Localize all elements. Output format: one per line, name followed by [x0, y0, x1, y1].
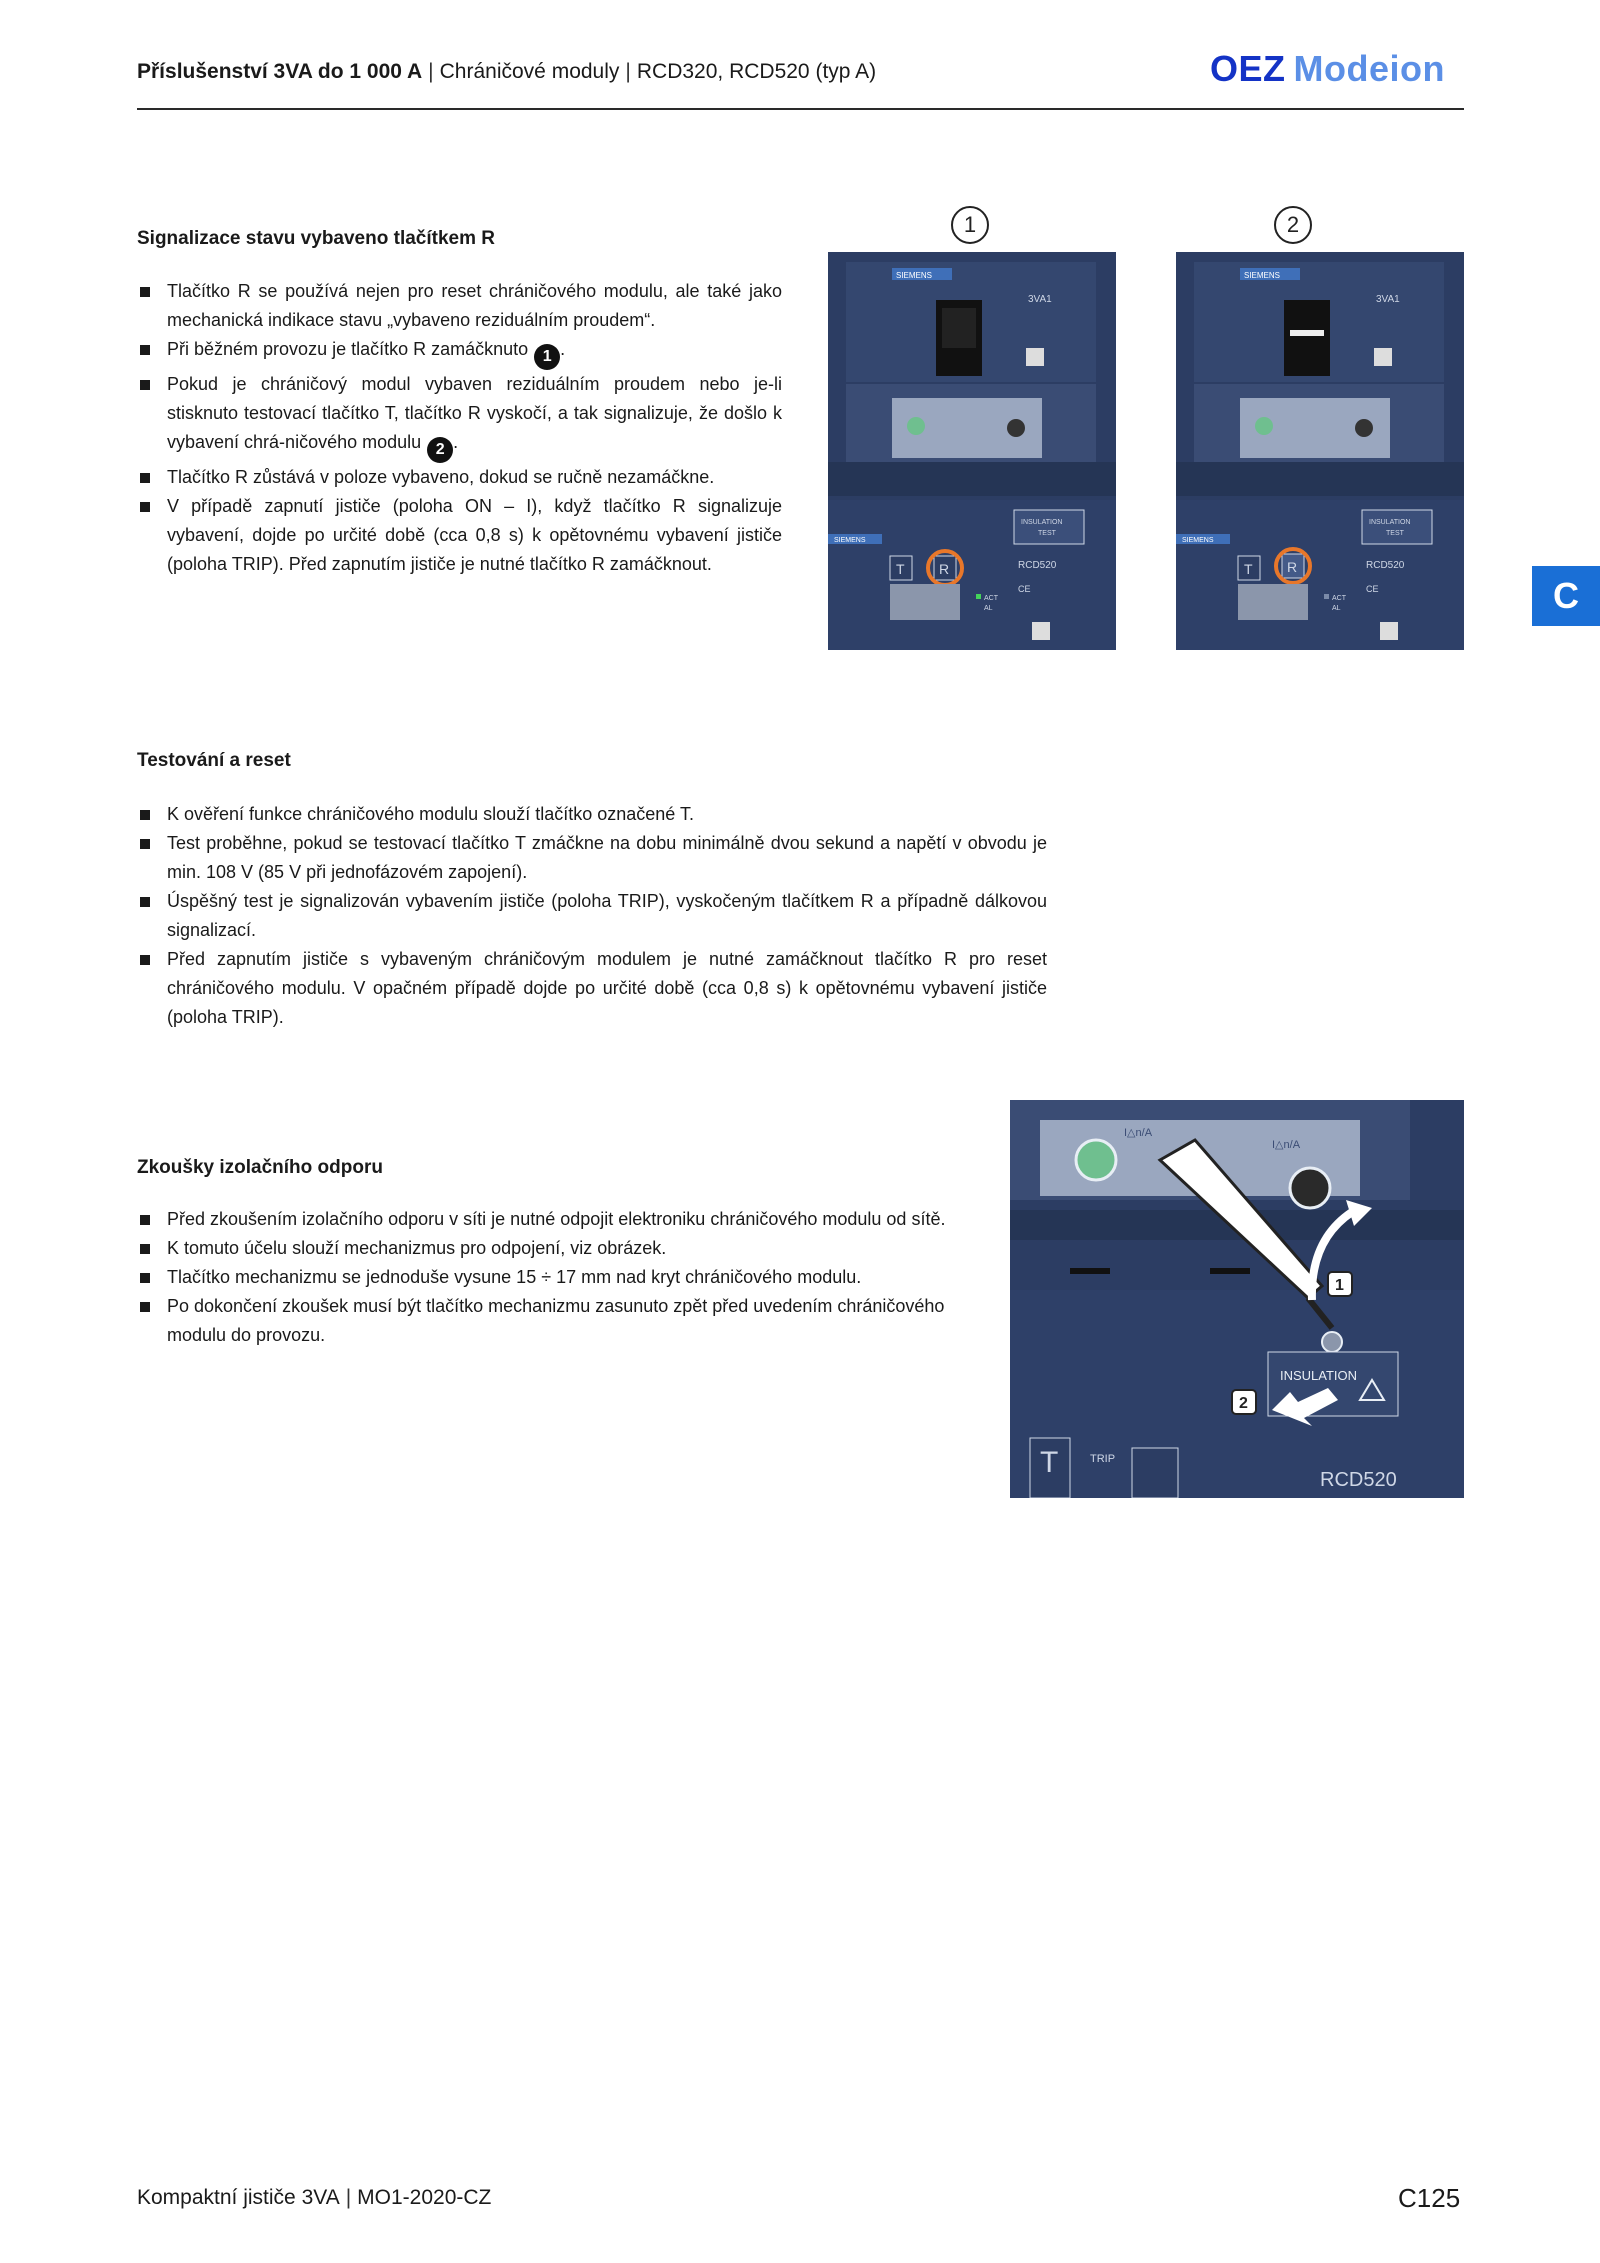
reset-button-r: R — [1287, 559, 1298, 575]
list-item: Úspěšný test je signalizován vybavením jističe (poloha TRIP), vyskočeným tlačítkem R a případně dálkovou signalizací. — [137, 887, 1047, 945]
insulation-label: INSULATION — [1021, 519, 1063, 526]
module-label: RCD520 — [1366, 560, 1405, 571]
chapter-tab[interactable]: C — [1532, 566, 1600, 626]
list-item: Tlačítko mechanizmu se jednoduše vysune 15 ÷ 17 mm nad kryt chráničového modulu. — [137, 1263, 992, 1292]
section3-bullet-list — [137, 1205, 992, 1350]
act-label: ACT — [984, 595, 998, 602]
header-title — [137, 60, 876, 84]
section-title-signalizace: Signalizace stavu vybaveno tlačítkem R — [137, 228, 495, 249]
test-label: TEST — [1038, 530, 1056, 537]
test-button-t: T — [896, 561, 905, 577]
list-item: Po dokončení zkoušek musí být tlačítko mechanizmu zasunuto zpět před uvedením chráničového modulu do provozu. — [137, 1292, 992, 1350]
idn-label: I△n/A — [1272, 1139, 1301, 1151]
insulation-label: INSULATION — [1280, 1368, 1358, 1383]
list-item: Při běžném provozu je tlačítko R zamáčknuto 1 . — [137, 335, 782, 370]
trip-label: TRIP — [1090, 1453, 1116, 1465]
header-title-bold: Příslušenství 3VA do 1 000 A — [137, 60, 423, 83]
step-1-label: 1 — [1335, 1277, 1344, 1294]
breaker-label: 3VA1 — [1376, 294, 1400, 305]
footer-publication — [137, 2186, 491, 2210]
al-label: AL — [984, 605, 993, 612]
module-label: RCD520 — [1320, 1469, 1397, 1491]
list-item: Tlačítko R se používá nejen pro reset chráničového modulu, ale také jako mechanická indikace stavu „vybaveno reziduálním proudem“. — [137, 277, 782, 335]
list-item: Pokud je chráničový modul vybaven reziduálním proudem nebo je-li stisknuto testovací tlačítko T, tlačítko R vyskočí, a tak signalizuje, že došlo k vybavení chrá-ničového modulu 2 . — [137, 370, 782, 463]
list-item: Test proběhne, pokud se testovací tlačítko T zmáčkne na dobu minimálně dvou sekund a napětí v obvodu je min. 108 V (85 V při jednofázovém zapojení). — [137, 829, 1047, 887]
list-item: K tomuto účelu slouží mechanizmus pro odpojení, viz obrázek. — [137, 1234, 992, 1263]
ce-mark: CE — [1366, 584, 1379, 594]
ce-mark: CE — [1018, 584, 1031, 594]
logo-modeion: Modeion — [1293, 48, 1445, 89]
section2-bullet-list — [137, 800, 1047, 1032]
header-separator: | — [625, 60, 631, 83]
test-button-t: T — [1040, 1446, 1059, 1479]
step-badge-1: 1 — [534, 344, 560, 370]
list-item: Před zapnutím jističe s vybaveným chráničovým modulem je nutné zamáčknout tlačítko R pro reset chráničového modulu. V opačném případě dojde po určité době (cca 0,8 s) k opětovnému vybavení jističe (poloha TRIP). — [137, 945, 1047, 1032]
oez-modeion-logo — [1210, 48, 1445, 90]
section-title-zkousky: Zkoušky izolačního odporu — [137, 1157, 383, 1178]
brand-text: SIEMENS — [896, 271, 933, 280]
reset-button-r: R — [939, 561, 950, 577]
page-number: C125 — [1398, 2183, 1461, 2213]
test-button-t: T — [1244, 561, 1253, 577]
footer-separator: | — [345, 2186, 352, 2209]
test-label: TEST — [1386, 530, 1404, 537]
figure-callout-2: 2 — [1274, 206, 1312, 244]
list-item: K ověření funkce chráničového modulu slouží tlačítko označené T. — [137, 800, 1047, 829]
insulation-mechanism-photo — [1010, 1100, 1464, 1498]
insulation-label: INSULATION — [1369, 519, 1411, 526]
brand-text: SIEMENS — [1182, 537, 1214, 544]
al-label: AL — [1332, 605, 1341, 612]
module-label: RCD520 — [1018, 560, 1057, 571]
logo-oez: OEZ — [1210, 48, 1286, 89]
brand-text: SIEMENS — [834, 537, 866, 544]
header-separator: | — [428, 60, 434, 83]
act-label: ACT — [1332, 595, 1346, 602]
figure-callout-1: 1 — [951, 206, 989, 244]
header-divider — [137, 108, 1464, 110]
list-item: Před zkoušením izolačního odporu v síti je nutné odpojit elektroniku chráničového modulu od sítě. — [137, 1205, 992, 1234]
list-item: Tlačítko R zůstává v poloze vybaveno, dokud se ručně nezamáčkne. — [137, 463, 782, 492]
breaker-label: 3VA1 — [1028, 294, 1052, 305]
section-title-testovani: Testování a reset — [137, 750, 291, 771]
brand-text: SIEMENS — [1244, 271, 1281, 280]
idn-label: I△n/A — [1124, 1127, 1153, 1139]
step-badge-2: 2 — [427, 437, 453, 463]
list-item: V případě zapnutí jističe (poloha ON – I), když tlačítko R signalizuje vybavení, dojde po určité době (cca 0,8 s) k opětovnému vybavení jističe (poloha TRIP). Před zapnutím jističe je nutné tlačítko R zamáčknout. — [137, 492, 782, 579]
section1-bullet-list — [137, 277, 782, 579]
footer-part2: MO1-2020-CZ — [357, 2186, 492, 2209]
device-illustration — [1176, 252, 1464, 650]
device-photo-reset-pressed — [828, 252, 1116, 650]
step-2-label: 2 — [1239, 1395, 1248, 1412]
header-title-part2: Chráničové moduly — [439, 60, 620, 83]
device-illustration — [828, 252, 1116, 650]
device-photo-reset-popped — [1176, 252, 1464, 650]
footer-part1: Kompaktní jističe 3VA — [137, 2186, 340, 2209]
device-illustration — [1010, 1100, 1464, 1498]
header-title-part3: RCD320, RCD520 (typ A) — [636, 60, 877, 83]
